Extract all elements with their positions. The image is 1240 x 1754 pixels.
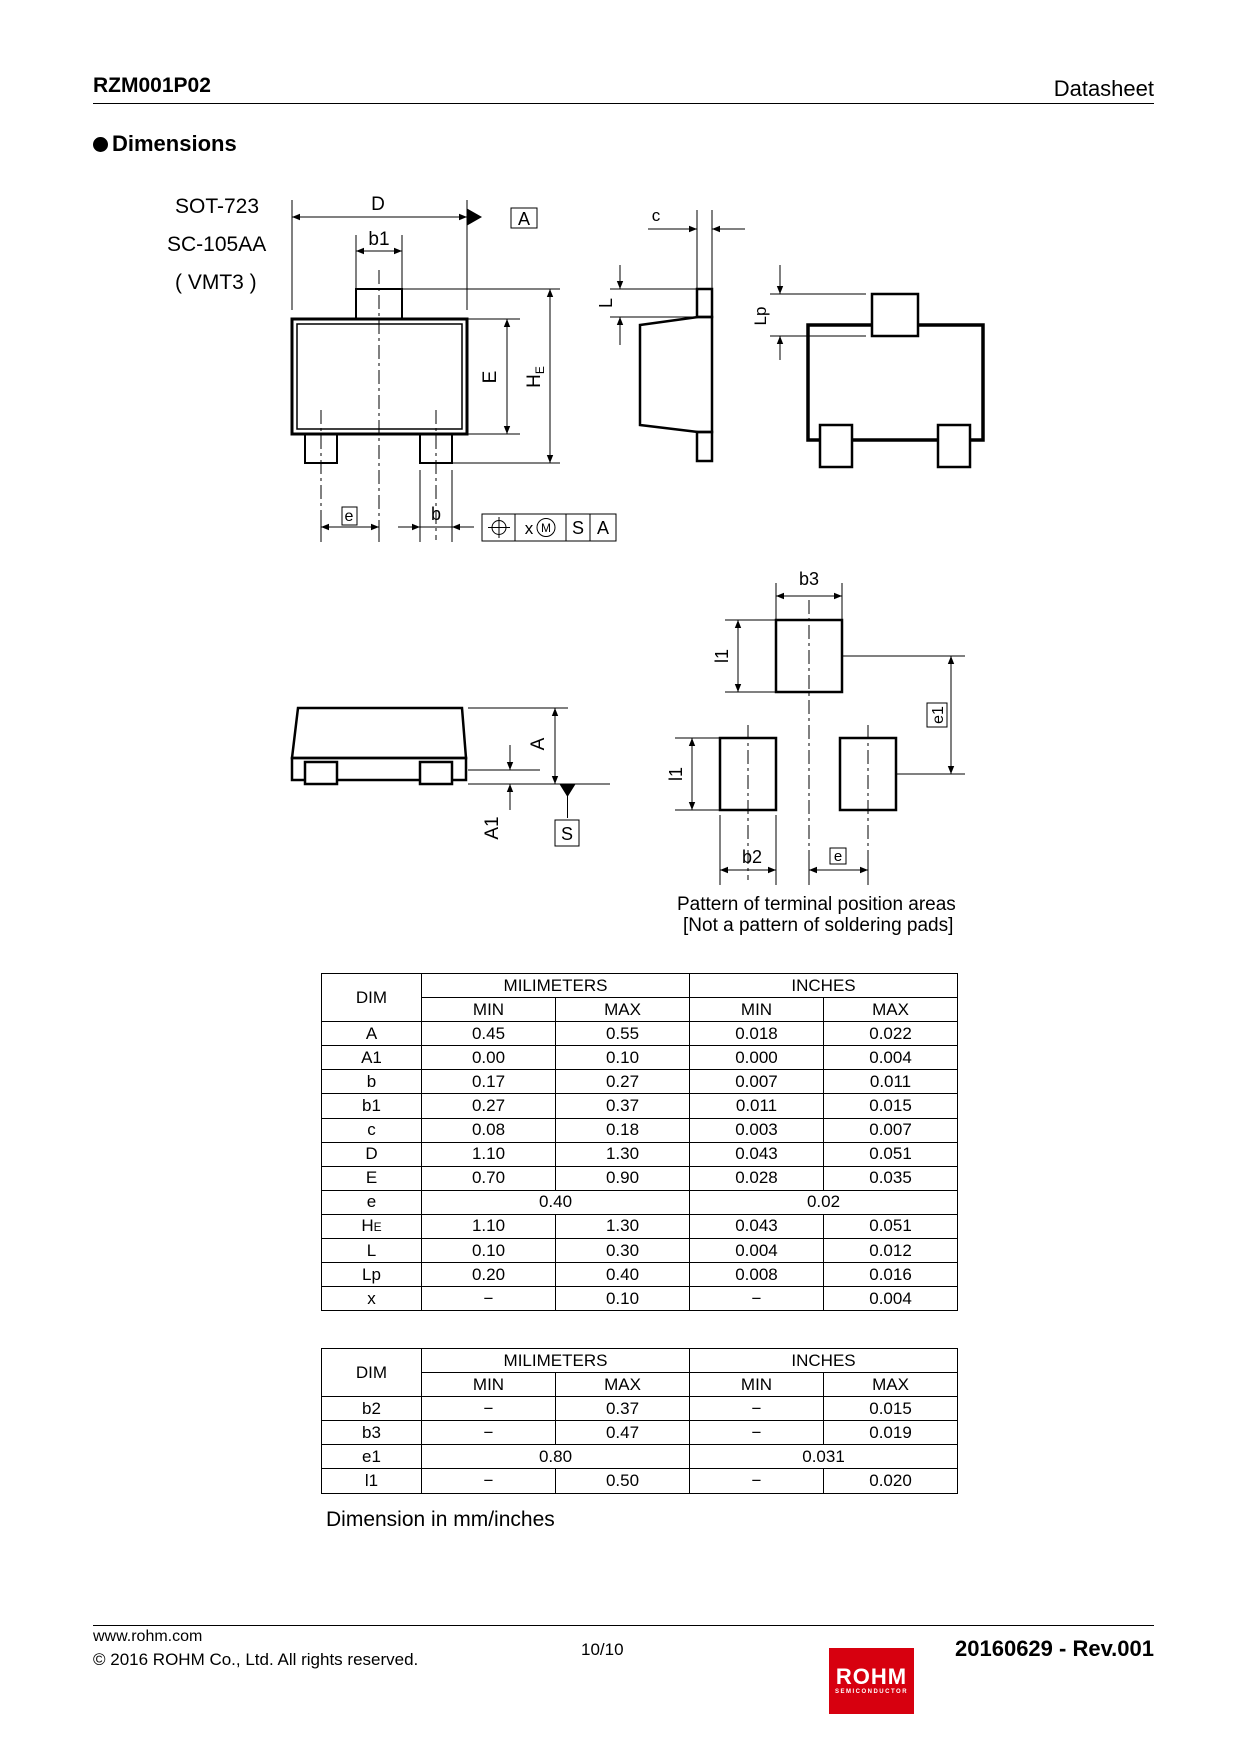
tol-m: M	[541, 521, 551, 535]
value-cell: 0.08	[422, 1118, 556, 1142]
dim-cell: E	[322, 1166, 422, 1190]
table-row	[322, 1214, 958, 1238]
value-cell: 0.051	[824, 1214, 958, 1238]
label-e1: e1	[930, 706, 947, 724]
page-number: 10/10	[581, 1640, 624, 1659]
dim-header: DIM	[322, 974, 422, 1022]
table-row	[322, 1070, 958, 1094]
value-cell: 0.020	[824, 1469, 958, 1493]
dim-cell: A1	[322, 1046, 422, 1070]
table-row	[322, 1166, 958, 1190]
value-cell: 0.55	[556, 1022, 690, 1046]
package-name-3: ( VMT3 )	[175, 271, 257, 294]
label-he-main: H	[524, 374, 545, 388]
table-row	[322, 1094, 958, 1118]
dim-main: H	[361, 1215, 374, 1235]
sub-header: MAX	[556, 998, 690, 1022]
unit-note: Dimension in mm/inches	[326, 1508, 555, 1531]
value-cell: 0.015	[824, 1094, 958, 1118]
table-row	[322, 1263, 958, 1287]
tol-a: A	[596, 518, 610, 538]
table-row	[322, 1397, 958, 1421]
table-row	[322, 1190, 958, 1214]
value-cell: 1.10	[422, 1214, 556, 1238]
in-header: INCHES	[690, 1349, 958, 1373]
value-cell: 0.007	[824, 1118, 958, 1142]
sub-header: MAX	[824, 1373, 958, 1397]
dim-cell: Lp	[322, 1263, 422, 1287]
dim-cell: A	[322, 1022, 422, 1046]
package-name-2: SC-105AA	[167, 233, 267, 256]
dim-cell: L	[322, 1239, 422, 1263]
revision: 20160629 - Rev.001	[955, 1636, 1154, 1661]
table-row	[322, 1142, 958, 1166]
value-cell: 0.10	[422, 1239, 556, 1263]
value-cell: 0.10	[556, 1287, 690, 1311]
value-cell: 0.17	[422, 1070, 556, 1094]
label-l1-left: l1	[666, 766, 686, 782]
value-cell: 0.45	[422, 1022, 556, 1046]
dim-cell: b1	[322, 1094, 422, 1118]
dim-sub: E	[373, 1219, 382, 1234]
table-row	[322, 1445, 958, 1469]
mm-header: MILIMETERS	[422, 974, 690, 998]
value-cell: 0.37	[556, 1094, 690, 1118]
logo-brand: ROHM	[835, 1664, 908, 1689]
value-cell: 0.007	[690, 1070, 824, 1094]
dim-cell: b	[322, 1070, 422, 1094]
value-cell: 0.20	[422, 1263, 556, 1287]
value-cell: 0.30	[556, 1239, 690, 1263]
sub-header: MIN	[422, 998, 556, 1022]
value-cell: −	[422, 1469, 556, 1493]
logo-sub: SEMICONDUCTOR	[834, 1689, 909, 1695]
value-cell: 0.011	[824, 1070, 958, 1094]
table-row	[322, 1421, 958, 1445]
dim-cell: e	[322, 1190, 422, 1214]
table-row	[322, 1239, 958, 1263]
label-b: b	[430, 504, 442, 524]
pad-pattern	[675, 583, 965, 885]
footer-rule	[93, 1625, 1154, 1626]
value-cell: 0.004	[690, 1239, 824, 1263]
value-cell: 0.043	[690, 1214, 824, 1238]
dim-cell: b3	[322, 1421, 422, 1445]
sub-header: MAX	[556, 1373, 690, 1397]
label-a-height: A	[528, 737, 549, 751]
side-view	[610, 210, 745, 461]
value-cell-merged: 0.02	[690, 1190, 958, 1214]
table-row	[322, 1022, 958, 1046]
label-l1-top: l1	[712, 648, 732, 664]
dim-cell: b2	[322, 1397, 422, 1421]
value-cell-merged: 0.80	[422, 1445, 690, 1469]
front-view	[292, 708, 610, 818]
pattern-note-1: Pattern of terminal position areas	[677, 894, 956, 915]
value-cell: −	[422, 1397, 556, 1421]
table-row	[322, 1287, 958, 1311]
value-cell: −	[690, 1397, 824, 1421]
value-cell: 0.18	[556, 1118, 690, 1142]
tol-x: x	[524, 519, 534, 538]
value-cell: 0.035	[824, 1166, 958, 1190]
value-cell: −	[690, 1287, 824, 1311]
value-cell: 0.015	[824, 1397, 958, 1421]
dim-cell: x	[322, 1287, 422, 1311]
value-cell: 0.043	[690, 1142, 824, 1166]
value-cell: 0.27	[422, 1094, 556, 1118]
value-cell: 0.37	[556, 1397, 690, 1421]
bottom-view	[770, 265, 983, 467]
dim-cell: e1	[322, 1445, 422, 1469]
table-row	[322, 1469, 958, 1493]
tol-s: S	[571, 518, 585, 538]
value-cell: 0.47	[556, 1421, 690, 1445]
pattern-note-2: [Not a pattern of soldering pads]	[683, 915, 954, 936]
value-cell: 0.90	[556, 1166, 690, 1190]
label-he	[524, 366, 547, 388]
label-c: c	[651, 206, 661, 225]
website-link[interactable]: www.rohm.com	[93, 1628, 203, 1645]
dimension-table-pads	[321, 1348, 958, 1494]
value-cell: 0.016	[824, 1263, 958, 1287]
tolerance-frame	[482, 514, 616, 541]
value-cell: 0.70	[422, 1166, 556, 1190]
dim-cell: D	[322, 1142, 422, 1166]
value-cell: 0.50	[556, 1469, 690, 1493]
value-cell: 0.028	[690, 1166, 824, 1190]
label-a1: A1	[482, 816, 503, 840]
section-title-text: Dimensions	[112, 131, 237, 156]
value-cell: −	[422, 1287, 556, 1311]
label-b3: b3	[798, 569, 820, 589]
part-number: RZM001P02	[93, 74, 211, 97]
sub-header: MIN	[690, 998, 824, 1022]
rohm-logo	[829, 1648, 914, 1714]
value-cell: 1.30	[556, 1214, 690, 1238]
copyright: © 2016 ROHM Co., Ltd. All rights reserved.	[93, 1650, 419, 1669]
sub-header: MIN	[690, 1373, 824, 1397]
dimension-table-main	[321, 973, 958, 1311]
value-cell: 0.008	[690, 1263, 824, 1287]
document-type: Datasheet	[1053, 76, 1154, 101]
value-cell: 0.012	[824, 1239, 958, 1263]
label-b2: b2	[741, 847, 763, 867]
value-cell: 1.30	[556, 1142, 690, 1166]
sub-header: MAX	[824, 998, 958, 1022]
value-cell: −	[422, 1421, 556, 1445]
value-cell: 0.10	[556, 1046, 690, 1070]
value-cell: 0.00	[422, 1046, 556, 1070]
label-e-dim: E	[480, 370, 501, 384]
dim-cell: c	[322, 1118, 422, 1142]
label-he-sub: E	[533, 366, 547, 375]
table-header-row	[322, 1349, 958, 1373]
dim-cell: l1	[322, 1469, 422, 1493]
table-row	[322, 1046, 958, 1070]
value-cell: 0.003	[690, 1118, 824, 1142]
value-cell: 0.004	[824, 1287, 958, 1311]
value-cell: 0.27	[556, 1070, 690, 1094]
in-header: INCHES	[690, 974, 958, 998]
value-cell: 0.051	[824, 1142, 958, 1166]
value-cell: 0.000	[690, 1046, 824, 1070]
mm-header: MILIMETERS	[422, 1349, 690, 1373]
value-cell: 1.10	[422, 1142, 556, 1166]
value-cell: −	[690, 1469, 824, 1493]
value-cell-merged: 0.40	[422, 1190, 690, 1214]
label-s-ref: S	[560, 824, 574, 844]
label-a-ref: A	[517, 209, 531, 229]
value-cell: 0.018	[690, 1022, 824, 1046]
value-cell: 0.019	[824, 1421, 958, 1445]
value-cell: 0.004	[824, 1046, 958, 1070]
dim-header: DIM	[322, 1349, 422, 1397]
value-cell: 0.022	[824, 1022, 958, 1046]
value-cell-merged: 0.031	[690, 1445, 958, 1469]
label-e-pad: e	[833, 848, 843, 865]
label-lp: Lp	[751, 306, 770, 326]
package-name-1: SOT-723	[175, 195, 260, 218]
table-header-row	[322, 974, 958, 998]
label-b1: b1	[368, 229, 390, 250]
value-cell: 0.40	[556, 1263, 690, 1287]
dim-cell	[322, 1214, 422, 1238]
table-row	[322, 1118, 958, 1142]
label-d: D	[371, 194, 385, 215]
label-e-pitch: e	[344, 508, 354, 525]
sub-header: MIN	[422, 1373, 556, 1397]
top-view	[292, 200, 560, 542]
label-l: L	[596, 297, 616, 309]
value-cell: −	[690, 1421, 824, 1445]
value-cell: 0.011	[690, 1094, 824, 1118]
